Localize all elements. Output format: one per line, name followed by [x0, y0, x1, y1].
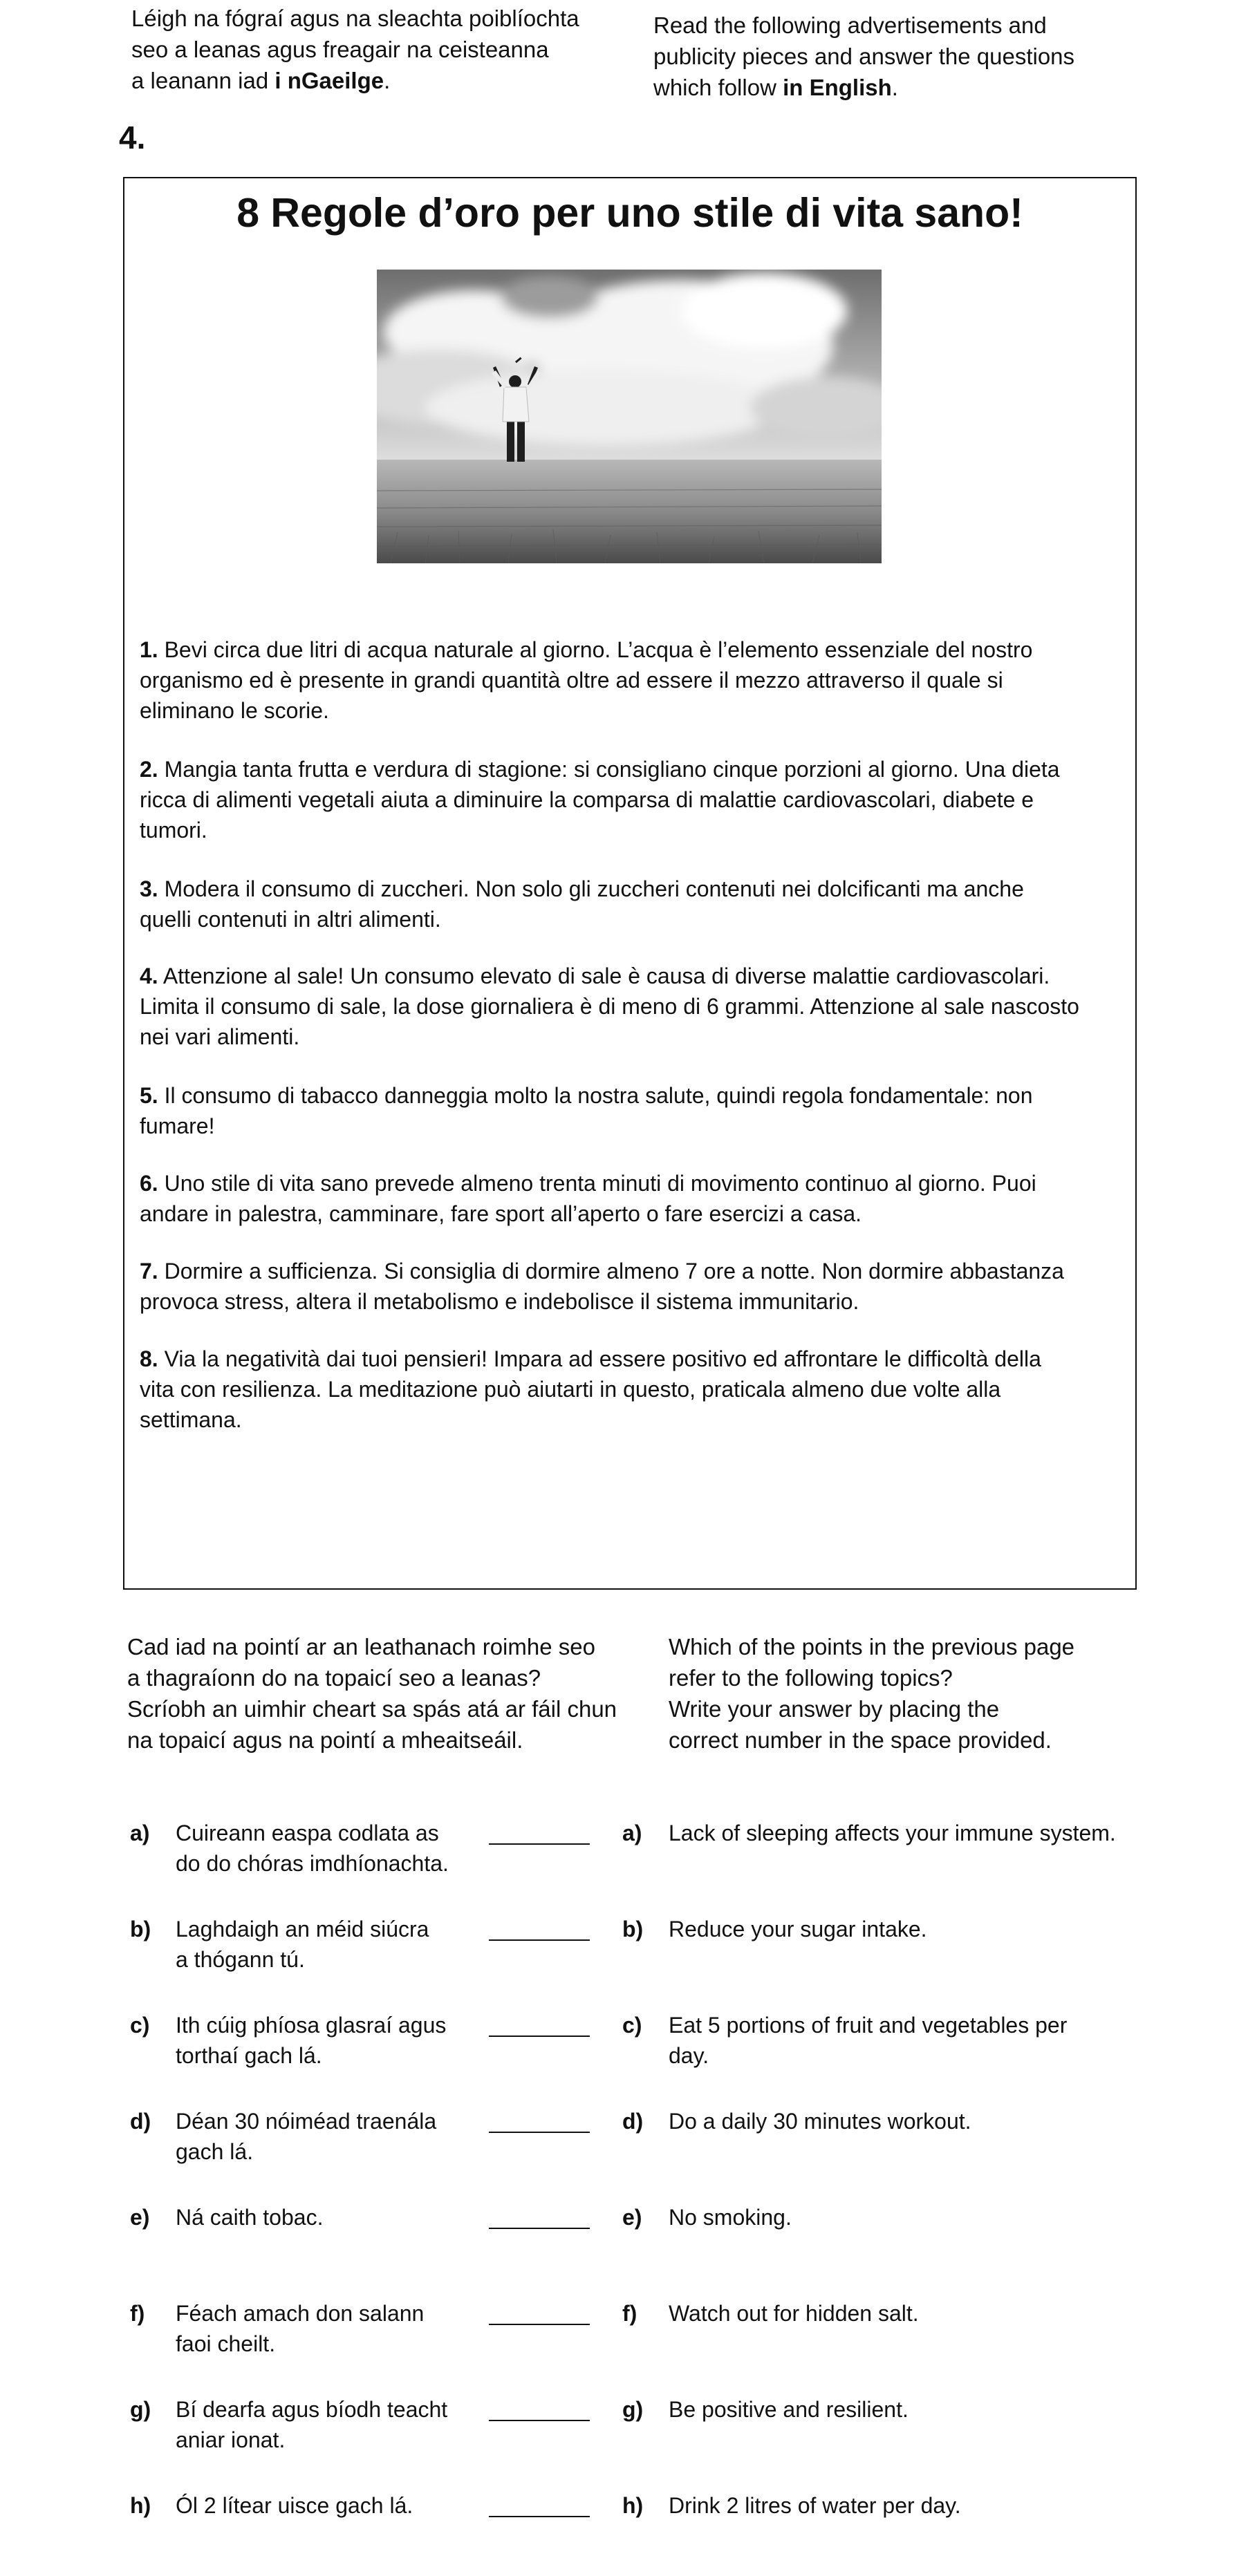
topic-english: Do a daily 30 minutes workout.	[669, 2109, 971, 2134]
answer-blank-b[interactable]	[489, 1939, 590, 1941]
topic-letter: f)	[622, 2301, 637, 2326]
instruction-line: a thagraíonn do na topaicí seo a leanas?	[127, 1665, 541, 1691]
ad-point-4	[140, 961, 1128, 1052]
ad-point-2	[140, 754, 1128, 845]
answer-blank-h[interactable]	[489, 2516, 590, 2517]
ad-point-line: Modera il consumo di zuccheri. Non solo gli zuccheri contenuti nei dolcificanti ma anche	[164, 876, 1024, 901]
ad-point-number: 8.	[140, 1346, 158, 1371]
question-number: 4.	[119, 120, 146, 156]
topic-irish: Ná caith tobac.	[176, 2205, 324, 2230]
ad-point-line: fumare!	[140, 1113, 215, 1138]
ad-point-number: 5.	[140, 1083, 158, 1108]
ad-point-line: provoca stress, altera il metabolismo e indebolisce il sistema immunitario.	[140, 1289, 859, 1314]
ad-point-line: ricca di alimenti vegetali aiuta a diminuire la comparsa di malattie cardiovascolari, diabete e	[140, 787, 1034, 812]
ad-point-1	[140, 634, 1128, 726]
ad-point-7	[140, 1256, 1128, 1317]
ad-point-line: Mangia tanta frutta e verdura di stagione: si consigliano cinque porzioni al giorno. Una dieta	[164, 757, 1060, 782]
intro-irish-line: seo a leanas agus freagair na ceisteanna	[131, 37, 549, 62]
topic-english: No smoking.	[669, 2205, 792, 2230]
topic-english: Eat 5 portions of fruit and vegetables per day.	[669, 2013, 1068, 2068]
intro-irish	[131, 3, 579, 96]
topic-english: Lack of sleeping affects your immune system.	[669, 1821, 1116, 1845]
intro-english-line: publicity pieces and answer the questions	[653, 44, 1075, 69]
instructions-english	[669, 1631, 1074, 1756]
ad-point-line: Via la negatività dai tuoi pensieri! Impara ad essere positivo ed affrontare le difficoltà della	[164, 1346, 1041, 1371]
answer-blank-a[interactable]	[489, 1843, 590, 1845]
intro-english-line: which follow in English.	[653, 75, 898, 100]
topic-letter: h)	[622, 2493, 644, 2518]
topic-irish: Bí dearfa agus bíodh teacht aniar ionat.	[176, 2397, 448, 2452]
ad-point-6	[140, 1168, 1128, 1229]
ad-point-8	[140, 1344, 1128, 1435]
intro-english-line: Read the following advertisements and	[653, 12, 1047, 38]
topic-irish: Déan 30 nóiméad traenála gach lá.	[176, 2109, 437, 2164]
topic-letter: b)	[130, 1917, 151, 1942]
answer-blank-e[interactable]	[489, 2228, 590, 2229]
intro-irish-line: a leanann iad i nGaeilge.	[131, 68, 391, 93]
topic-letter: a)	[130, 1821, 150, 1845]
answer-blank-d[interactable]	[489, 2132, 590, 2133]
topic-letter: f)	[130, 2301, 145, 2326]
topic-letter: g)	[622, 2397, 644, 2422]
topic-irish: Ól 2 lítear uisce gach lá.	[176, 2493, 413, 2518]
topic-letter: c)	[622, 2013, 642, 2038]
topic-letter: e)	[622, 2205, 642, 2230]
ad-point-line: tumori.	[140, 818, 207, 843]
ad-point-line: Dormire a sufficienza. Si consiglia di dormire almeno 7 ore a notte. Non dormire abbastanza	[164, 1259, 1064, 1284]
topic-irish: Laghdaigh an méid siúcra a thógann tú.	[176, 1917, 429, 1972]
ad-point-line: vita con resilienza. La meditazione può aiutarti in questo, praticala almeno due volte alla	[140, 1377, 1001, 1402]
ad-point-line: Attenzione al sale! Un consumo elevato di sale è causa di diverse malattie cardiovascolari.	[162, 963, 1050, 988]
topic-letter: e)	[130, 2205, 150, 2230]
intro-irish-line: Léigh na fógraí agus na sleachta poiblíochta	[131, 6, 579, 31]
ad-point-line: Limita il consumo di sale, la dose giornaliera è di meno di 6 grammi. Attenzione al sale nascosto	[140, 994, 1079, 1019]
answer-blank-c[interactable]	[489, 2036, 590, 2037]
answer-blank-g[interactable]	[489, 2420, 590, 2421]
topic-letter: b)	[622, 1917, 644, 1942]
intro-english-bold: in English	[783, 75, 892, 100]
instruction-line: Which of the points in the previous page	[669, 1634, 1075, 1660]
topic-letter: c)	[130, 2013, 150, 2038]
topic-letter: d)	[130, 2109, 151, 2134]
instruction-line: Write your answer by placing the	[669, 1696, 1000, 1722]
ad-point-line: organismo ed è presente in grandi quantità oltre ad essere il mezzo attraverso il quale si	[140, 668, 1003, 693]
ad-point-line: andare in palestra, camminare, fare sport all’aperto o fare esercizi a casa.	[140, 1201, 862, 1226]
ad-point-line: nei vari alimenti.	[140, 1024, 300, 1049]
topic-english: Be positive and resilient.	[669, 2397, 909, 2422]
ad-point-line: quelli contenuti in altri alimenti.	[140, 907, 441, 932]
advert-title: 8 Regole d’oro per uno stile di vita sano!	[236, 190, 1023, 236]
ad-point-number: 4.	[140, 963, 158, 988]
topic-letter: g)	[130, 2397, 151, 2422]
topic-irish: Ith cúig phíosa glasraí agus torthaí gach lá.	[176, 2013, 447, 2068]
topic-irish: Féach amach don salann faoi cheilt.	[176, 2301, 425, 2356]
ad-point-number: 7.	[140, 1259, 158, 1284]
topic-letter: h)	[130, 2493, 151, 2518]
ad-point-number: 1.	[140, 637, 158, 662]
topic-irish: Cuireann easpa codlata as do do chóras imdhíonachta.	[176, 1821, 449, 1876]
answer-blank-f[interactable]	[489, 2324, 590, 2325]
ad-point-3	[140, 874, 1128, 934]
advert-photo	[377, 270, 882, 563]
instructions-irish	[127, 1631, 617, 1756]
topic-letter: d)	[622, 2109, 644, 2134]
instruction-line: Scríobh an uimhir cheart sa spás atá ar fáil chun	[127, 1696, 617, 1722]
instruction-line: refer to the following topics?	[669, 1665, 953, 1691]
instruction-line: Cad iad na pointí ar an leathanach roimhe seo	[127, 1634, 595, 1660]
intro-english	[653, 10, 1074, 103]
topic-english: Reduce your sugar intake.	[669, 1917, 927, 1942]
instruction-line: correct number in the space provided.	[669, 1727, 1052, 1753]
ad-point-line: eliminano le scorie.	[140, 698, 329, 723]
topic-english: Watch out for hidden salt.	[669, 2301, 919, 2326]
ad-point-number: 6.	[140, 1171, 158, 1196]
ad-point-line: Il consumo di tabacco danneggia molto la nostra salute, quindi regola fondamentale: non	[164, 1083, 1033, 1108]
topic-letter: a)	[622, 1821, 642, 1845]
ad-point-number: 3.	[140, 876, 158, 901]
topic-english: Drink 2 litres of water per day.	[669, 2493, 961, 2518]
ad-point-5	[140, 1080, 1128, 1141]
ad-point-line: Bevi circa due litri di acqua naturale al giorno. L’acqua è l’elemento essenziale del nostro	[164, 637, 1033, 662]
ad-point-line: settimana.	[140, 1407, 242, 1432]
instruction-line: na topaicí agus na pointí a mheaitseáil.	[127, 1727, 523, 1753]
intro-irish-bold: i nGaeilge	[274, 68, 384, 93]
ad-point-number: 2.	[140, 757, 158, 782]
ad-point-line: Uno stile di vita sano prevede almeno trenta minuti di movimento continuo al giorno. Puoi	[164, 1171, 1036, 1196]
